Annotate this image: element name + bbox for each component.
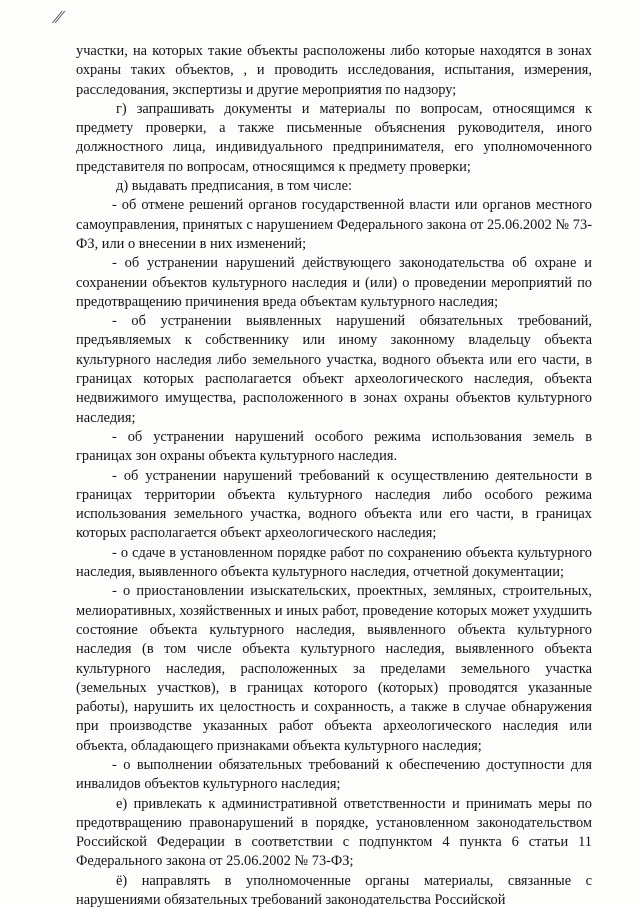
document-body (76, 42, 592, 910)
list-item-activity-requirements: - об устранении нарушений требований к осуществлению деятельности в границах территории объекта культурного наследия либо особого режима использования земельного участка, водного объекта или его части, в границах которых располагается объект археологического наследия; (76, 467, 592, 542)
list-item-cancel-decisions: - об отмене решений органов государственной власти или органов местного самоуправления, принятых с нарушением Федерального закона от 25.06.2002 № 73-ФЗ, или о внесении в них изменений; (76, 197, 592, 252)
list-item-suspend-works: - о приостановлении изыскательских, проектных, земляных, строительных, мелиоративных, хозяйственных и иных работ, проведение которых может ухудшить состояние объекта культурного наследия, выявленного объекта культурного наследия (в том числе объекта культурного наследия, выявленного объекта культурного наследия, расположенных за пределами земельного участка (земельных участков), в границах которого (которых) проводятся указанные работы), нарушить их целостность и сохранность, а также в случае обнаружения при производстве указанных работ объекта археологического наследия или объекта, обладающего признаками объекта культурного наследия; (76, 583, 592, 754)
paragraph-continuation: участки, на которых такие объекты расположены либо которые находятся в зонах охраны таких объектов, , и проводить исследования, испытания, измерения, расследования, экспертизы и другие мероприятия по надзору; (76, 43, 592, 98)
handwritten-mark: ⁄⁄ (56, 8, 62, 27)
list-item-eliminate-violations-law: - об устранении нарушений действующего законодательства об охране и сохранении объектов культурного наследия и (или) о проведении мероприятий по предотвращению причинения вреда объектам культурного наследия; (76, 255, 592, 310)
list-item-hand-over-works: - о сдаче в установленном порядке работ по сохранению объекта культурного наследия, выявленного объекта культурного наследия, отчетной документации; (76, 544, 592, 581)
list-item-special-land-regime: - об устранении нарушений особого режима использования земель в границах зон охраны объекта культурного наследия. (76, 428, 592, 465)
paragraph-d: д) выдавать предписания, в том числе: (116, 178, 352, 195)
paragraph-g: г) запрашивать документы и материалы по вопросам, относящимся к предмету проверки, а также письменные объяснения руководителя, иного должностного лица, индивидуального предпринимателя, его уполномоченного представителя по вопросам, относящимся к предмету проверки; (76, 100, 592, 175)
list-item-eliminate-violations-owner: - об устранении выявленных нарушений обязательных требований, предъявляемых к собственнику или иному законному владельцу объекта культурного наследия либо земельного участка, водного объекта или его части, в границах которых располагается объект археологического наследия, объекта недвижимого имущества, расположенного в зонах охраны объектов культурного наследия; (76, 313, 592, 426)
paragraph-e: е) привлекать к административной ответственности и принимать меры по предотвращению правонарушений в порядке, установленном законодательством Российской Федерации в соответствии с подпунктом 4 пункта 6 статьи 11 Федерального закона от 25.06.2002 № 73-ФЗ; (76, 795, 592, 870)
list-item-accessibility: - о выполнении обязательных требований к обеспечению доступности для инвалидов объектов культурного наследия; (76, 756, 592, 793)
paragraph-yo: ё) направлять в уполномоченные органы материалы, связанные с нарушениями обязательных требований законодательства Российской (76, 872, 592, 909)
